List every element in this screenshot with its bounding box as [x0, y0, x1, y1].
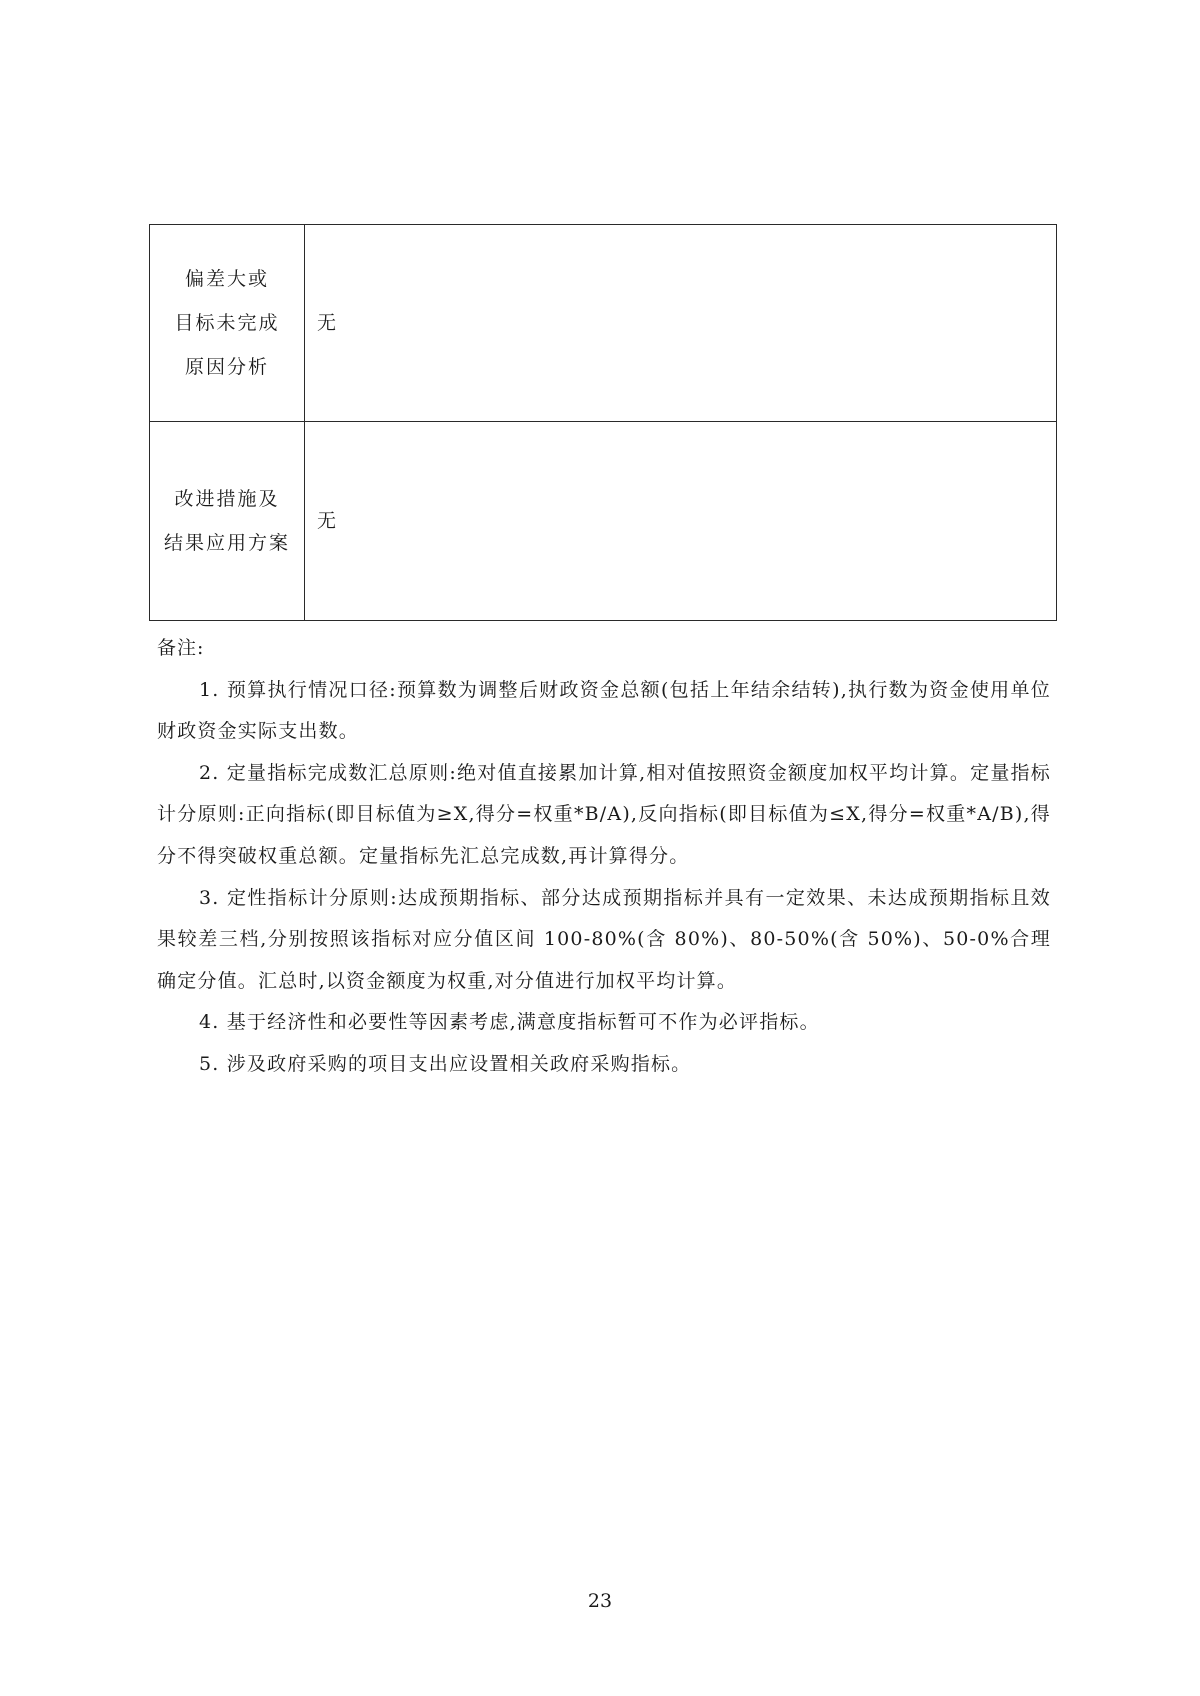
note-item-5: 5. 涉及政府采购的项目支出应设置相关政府采购指标。 [199, 1052, 692, 1075]
label-line: 目标未完成 [174, 312, 280, 334]
row-label-deviation-analysis [150, 225, 305, 422]
note-item-3: 3. 定性指标计分原则:达成预期指标、部分达成预期指标并具有一定效果、未达成预期指标且效果较差三档,分别按照该指标对应分值区间 100-80%(含 80%)、80-50%(含 50%)、50-0%合理确定分值。汇总时,以资金额度为权重,对分值进行加权平均计算。 [157, 886, 1051, 992]
label-line: 改进措施及 [174, 488, 280, 510]
evaluation-table [149, 224, 1057, 621]
label-line: 结果应用方案 [163, 532, 290, 554]
notes-title: 备注: [157, 637, 205, 659]
table-row [150, 225, 1057, 422]
row-label-improvement-plan [150, 422, 305, 621]
table-row [150, 422, 1057, 621]
note-item-2: 2. 定量指标完成数汇总原则:绝对值直接累加计算,相对值按照资金额度加权平均计算。定量指标计分原则:正向指标(即目标值为≥X,得分=权重*B/A),反向指标(即目标值为≤X,得分=权重*A/B),得分不得突破权重总额。定量指标先汇总完成数,再计算得分。 [157, 761, 1051, 867]
row-value-improvement-plan: 无 [305, 422, 1057, 621]
page-number: 23 [587, 1590, 613, 1612]
label-line: 原因分析 [184, 356, 269, 378]
notes-section [157, 628, 1051, 1086]
note-item-4: 4. 基于经济性和必要性等因素考虑,满意度指标暂可不作为必评指标。 [199, 1011, 820, 1034]
label-line: 偏差大或 [184, 268, 269, 290]
note-item-1: 1. 预算执行情况口径:预算数为调整后财政资金总额(包括上年结余结转),执行数为资金使用单位财政资金实际支出数。 [157, 678, 1051, 743]
row-value-deviation-analysis: 无 [305, 225, 1057, 422]
